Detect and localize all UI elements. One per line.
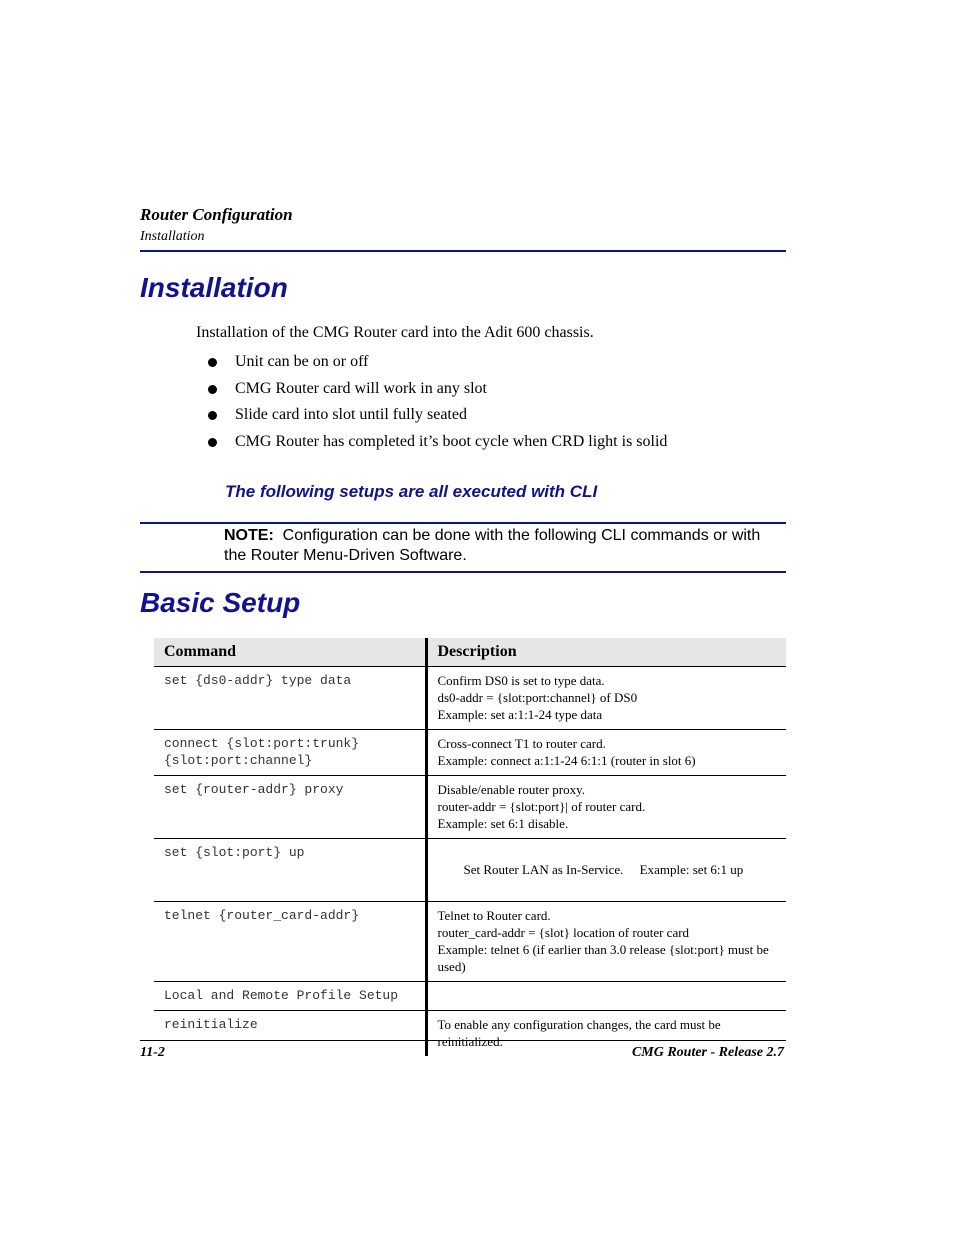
table-header-row — [154, 638, 786, 667]
list-item — [208, 378, 667, 405]
table-row — [154, 839, 786, 902]
list-item — [208, 431, 667, 458]
cli-subheading: The following setups are all executed with CLI — [225, 482, 598, 501]
command-cell — [154, 839, 426, 902]
installation-bullet-list — [208, 351, 667, 457]
basic-setup-heading: Basic Setup — [140, 587, 301, 618]
description-line: Example: set a:1:1-24 type data — [437, 707, 603, 722]
description-line: Disable/enable router proxy. — [437, 782, 586, 797]
description-line: Example: connect a:1:1-24 6:1:1 (router in slot 6) — [437, 753, 696, 768]
bullet-text: CMG Router card will work in any slot — [235, 379, 487, 397]
bullet-icon — [208, 438, 217, 447]
command-cell — [154, 776, 426, 839]
command-cell — [154, 982, 426, 1011]
description-line: Telnet to Router card. — [437, 908, 551, 923]
bullet-icon — [208, 358, 217, 367]
description-line: Example: set 6:1 disable. — [437, 816, 569, 831]
list-item — [208, 351, 667, 378]
column-header-command: Command — [154, 638, 426, 667]
command-text: reinitialize — [164, 1017, 258, 1032]
command-text: set {router-addr} proxy — [164, 782, 344, 797]
note-label: NOTE: — [224, 527, 274, 544]
bullet-icon — [208, 385, 217, 394]
command-cell — [154, 902, 426, 982]
description-line: router_card-addr = {slot} location of router card — [437, 925, 690, 940]
command-text: {slot:port:channel} — [164, 753, 313, 768]
note-block — [224, 526, 786, 566]
description-line: ds0-addr = {slot:port:channel} of DS0 — [437, 690, 638, 705]
command-cell — [154, 667, 426, 730]
table-row — [154, 902, 786, 982]
table-row — [154, 730, 786, 776]
running-header-section: Installation — [140, 229, 205, 244]
bullet-text: CMG Router has completed it’s boot cycle when CRD light is solid — [235, 432, 668, 450]
description-line: Set Router LAN as In-Service. Example: set 6:1 up — [463, 862, 744, 877]
bullet-text: Unit can be on or off — [235, 353, 369, 370]
bullet-icon — [208, 411, 217, 420]
description-cell — [426, 839, 786, 902]
command-cell — [154, 1011, 426, 1057]
description-cell — [426, 776, 786, 839]
description-cell — [426, 667, 786, 730]
footer-product: CMG Router - Release 2.7 — [631, 1045, 784, 1060]
note-text: Configuration can be done with the following CLI commands or with the Router Menu-Driven Software. — [224, 527, 761, 564]
list-item — [208, 404, 667, 431]
description-line: Confirm DS0 is set to type data. — [437, 673, 605, 688]
command-text: connect {slot:port:trunk} — [164, 736, 360, 751]
footer-page-number: 11-2 — [140, 1045, 165, 1060]
description-line: router-addr = {slot:port}| of router card. — [437, 799, 646, 814]
table-row — [154, 667, 786, 730]
description-line: To enable any configuration changes, the card must be reinitialized. — [437, 1017, 721, 1049]
basic-setup-table — [154, 638, 786, 1056]
table-row — [154, 982, 786, 1011]
footer-rule — [140, 1040, 786, 1041]
command-text: Local and Remote Profile Setup — [164, 988, 399, 1003]
note-top-rule — [140, 522, 786, 524]
command-text: telnet {router_card-addr} — [164, 908, 360, 923]
installation-intro: Installation of the CMG Router card into the Adit 600 chassis. — [196, 324, 594, 341]
bullet-text: Slide card into slot until fully seated — [235, 406, 467, 423]
description-cell — [426, 730, 786, 776]
command-text: set {slot:port} up — [164, 845, 305, 860]
description-line: Cross-connect T1 to router card. — [437, 736, 606, 751]
running-header-chapter: Router Configuration — [140, 205, 293, 224]
column-header-description: Description — [426, 638, 786, 667]
installation-heading: Installation — [140, 272, 288, 303]
command-cell — [154, 730, 426, 776]
description-cell — [426, 902, 786, 982]
table-row — [154, 776, 786, 839]
header-rule — [140, 250, 786, 252]
command-text: set {ds0-addr} type data — [164, 673, 352, 688]
note-bottom-rule — [140, 571, 786, 573]
description-cell — [426, 982, 786, 1011]
description-line: Example: telnet 6 (if earlier than 3.0 release {slot:port} must be used) — [437, 942, 769, 974]
